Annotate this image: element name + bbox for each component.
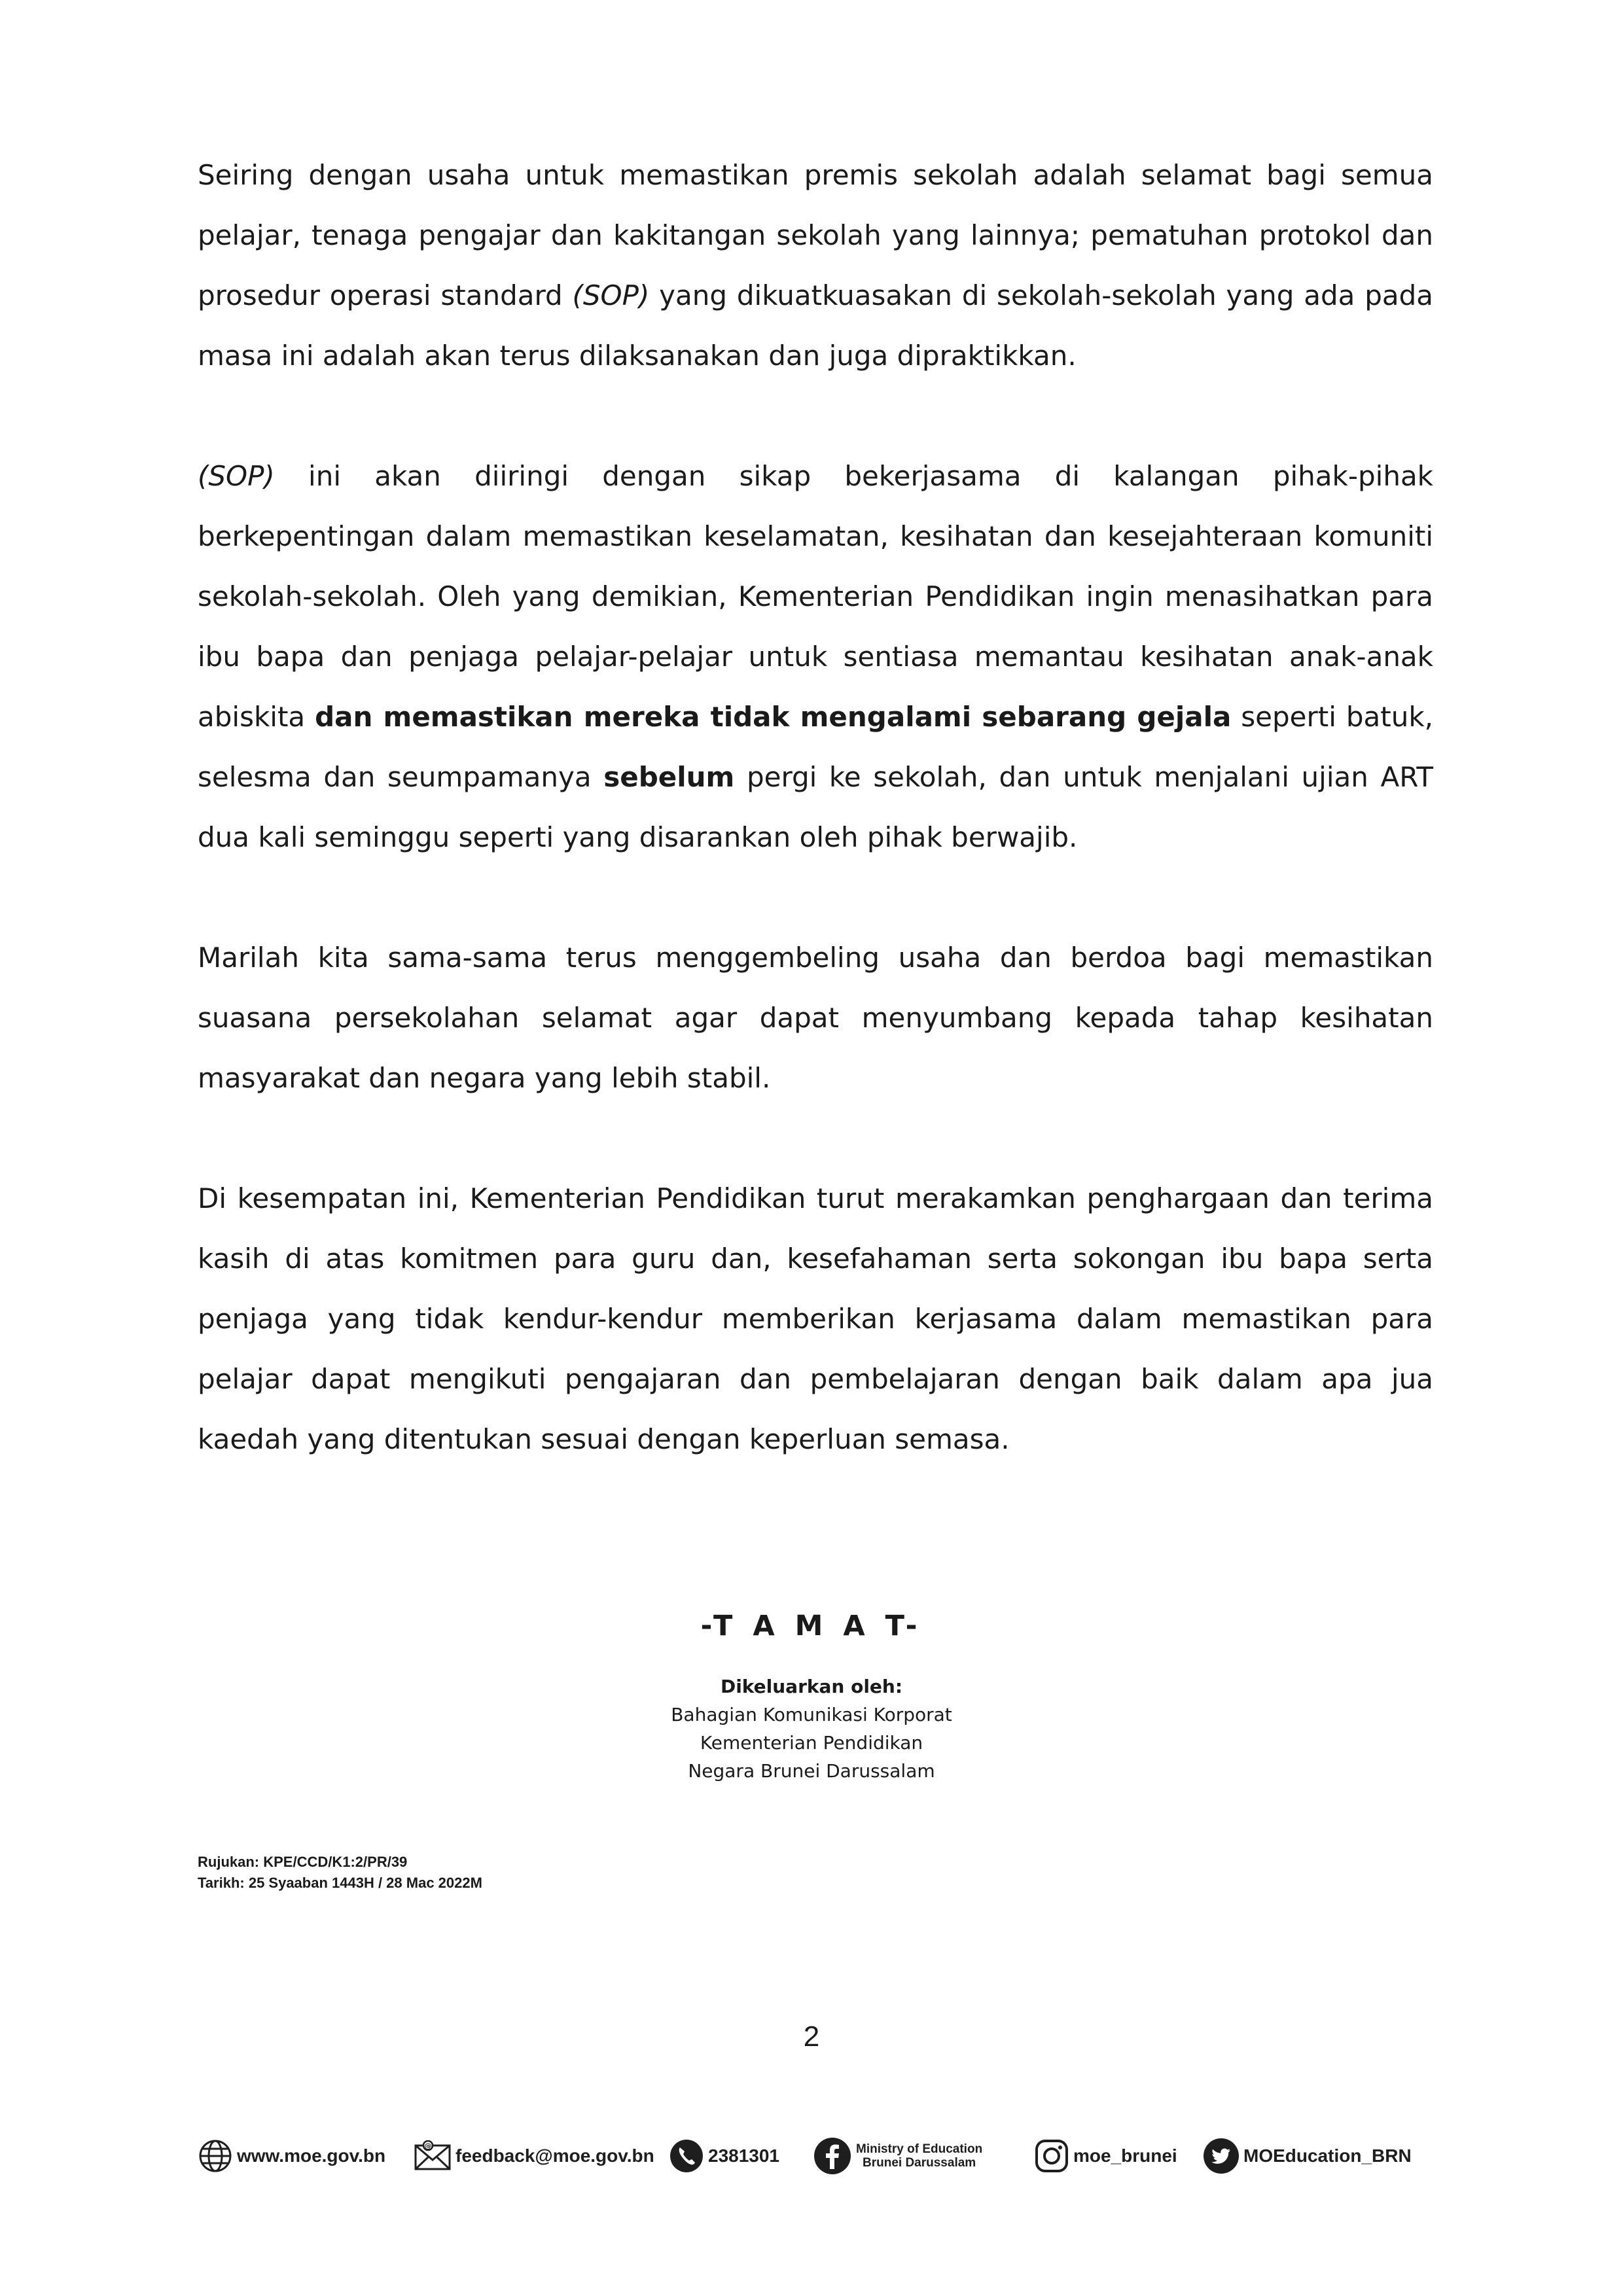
website-link[interactable] <box>198 2130 385 2182</box>
end-marker: -T A M A T- <box>700 1610 923 1642</box>
twitter-link[interactable] <box>1203 2130 1412 2182</box>
paragraph-2: (SOP) ini akan diiringi dengan sikap bekerjasama di kalangan pihak-pihak berkepentingan dalam memastikan keselamatan, kesihatan dan kesejahteraan komuniti sekolah-sekolah. Oleh yang demikian, Kementerian Pendidikan ingin menasihatkan para ibu bapa dan penjaga pelajar-pelajar untuk sentiasa memantau kesihatan anak-anak abiskita dan memastikan mereka tidak mengalami sebarang gejala seperti batuk, selesma dan seumpamanya sebelum pergi ke sekolah, dan untuk menjalani ujian ART dua kali seminggu seperti yang disarankan oleh pihak berwajib. <box>198 460 1433 853</box>
paragraph-1: Seiring dengan usaha untuk memastikan premis sekolah adalah selamat bagi semua pelajar, tenaga pengajar dan kakitangan sekolah yang lainnya; pematuhan protokol dan prosedur operasi standard (SOP) yang dikuatkuasakan di sekolah-sekolah yang ada pada masa ini adalah akan terus dilaksanakan dan juga dipraktikkan. <box>198 159 1433 372</box>
body-text <box>198 145 1433 1530</box>
issued-by-block <box>0 1672 1623 1785</box>
reference-number: Rujukan: KPE/CCD/K1:2/PR/39 <box>198 1854 408 1870</box>
instagram-icon <box>1034 2138 1069 2174</box>
facebook-icon <box>813 2136 852 2176</box>
paragraph-4: Di kesempatan ini, Kementerian Pendidikan turut merakamkan penghargaan dan terima kasih di atas komitmen para guru dan, kesefahaman serta sokongan ibu bapa serta penjaga yang tidak kendur-kendur memberikan kerjasama dalam memastikan para pelajar dapat mengikuti pengajaran dan pembelajaran dengan baik dalam apa jua kaedah yang ditentukan sesuai dengan keperluan semasa. <box>198 1182 1433 1455</box>
issuer-country: Negara Brunei Darussalam <box>688 1760 935 1782</box>
paragraph-3: Marilah kita sama-sama terus menggembeling usaha dan berdoa bagi memastikan suasana persekolahan selamat agar dapat menyumbang kepada tahap kesihatan masyarakat dan negara yang lebih stabil. <box>198 942 1433 1094</box>
emphasis-text: sebelum <box>603 761 735 793</box>
email-icon <box>414 2140 452 2172</box>
twitter-text: MOEducation_BRN <box>1243 2146 1412 2166</box>
email-text: feedback@moe.gov.bn <box>455 2146 654 2166</box>
phone-icon <box>669 2138 704 2174</box>
release-date: Tarikh: 25 Syaaban 1443H / 28 Mac 2022M <box>198 1875 482 1891</box>
reference-block <box>198 1852 482 1894</box>
sop-abbrev: (SOP) <box>198 460 275 492</box>
page-number: 2 <box>803 2021 820 2053</box>
globe-icon <box>198 2138 233 2174</box>
issuer-ministry: Kementerian Pendidikan <box>700 1732 923 1754</box>
sop-abbrev: (SOP) <box>572 279 650 311</box>
phone-text: 2381301 <box>708 2146 780 2166</box>
contact-footer <box>198 2130 1441 2182</box>
website-text: www.moe.gov.bn <box>237 2146 386 2166</box>
email-link[interactable] <box>414 2130 654 2182</box>
instagram-text: moe_brunei <box>1073 2146 1177 2166</box>
issuer-department: Bahagian Komunikasi Korporat <box>671 1704 952 1725</box>
facebook-text: Ministry of Education Brunei Darussalam <box>856 2142 983 2170</box>
emphasis-text: dan memastikan mereka tidak mengalami sebarang gejala <box>315 701 1232 733</box>
instagram-link[interactable] <box>1034 2130 1177 2182</box>
phone-link[interactable] <box>669 2130 779 2182</box>
twitter-icon <box>1203 2138 1240 2174</box>
svg-text:@: @ <box>424 2142 432 2150</box>
facebook-link[interactable] <box>813 2130 982 2182</box>
issued-by-label: Dikeluarkan oleh: <box>720 1676 903 1697</box>
